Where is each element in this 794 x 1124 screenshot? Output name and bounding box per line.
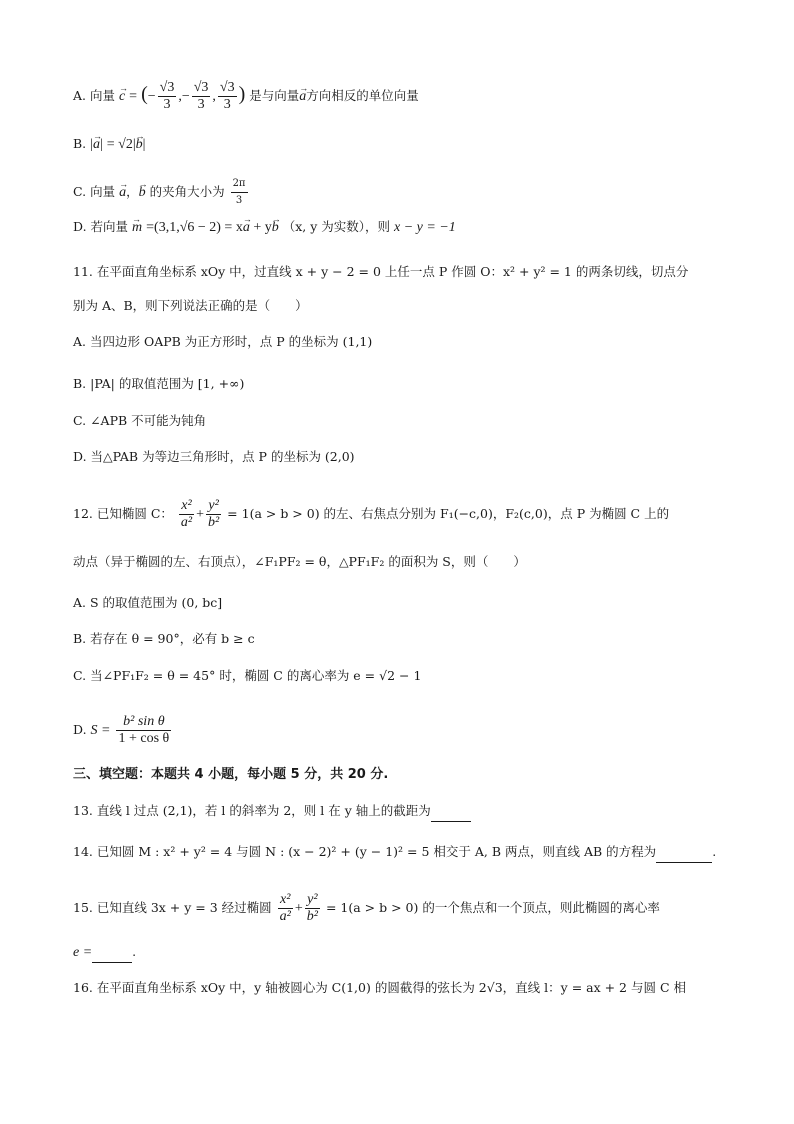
q15-line2: e = . [73,942,734,963]
q14: 14. 已知圆 M : x² + y² = 4 与圆 N : (x − 2)² + (y − 1)² = 5 相交于 A, B 两点，则直线 AB 的方程为 . [73,842,734,863]
q11-option-c: C. ∠APB 不可能为钝角 [73,413,207,428]
vector-c: → c [119,87,125,107]
q11-stem-line2: 别为 A、B，则下列说法正确的是（ ） [73,298,308,313]
q12-stem-line2: 动点（异于椭圆的左、右顶点），∠F₁PF₂ = θ，△PF₁F₂ 的面积为 S，则（ ） [73,554,526,569]
q16: 16. 在平面直角坐标系 xOy 中，y 轴被圆心为 C(1,0) 的圆截得的弦长为 2√3，直线 l：y = ax + 2 与圆 C 相 [73,980,686,995]
q11-option-b: B. |PA| 的取值范围为 [1, +∞) [73,376,245,391]
section-3-heading: 三、填空题：本题共 4 小题，每小题 5 分，共 20 分. [73,767,389,782]
q11-option-a: A. 当四边形 OAPB 为正方形时，点 P 的坐标为 (1,1) [73,334,373,349]
q13: 13. 直线 l 过点 (2,1)，若 l 的斜率为 2，则 l 在 y 轴上的截距为 [73,801,734,822]
answer-blank [92,942,132,963]
q15-line1: 15. 已知直线 3x + y = 3 经过椭圆 $\frac{\text{x²}}{\text{a²}}$ + $\frac{\text{y²}}{\text{b²}}$ = 1(a > b > 0) 的一个焦点和一个顶点，则此椭圆的离心率 [73,892,660,924]
q12-option-b: B. 若存在 θ = 90°，必有 b ≥ c [73,631,255,646]
q10-option-d: D. 若向量 → m =(3,1,√6 − 2) = x→ a + y→ b （x, y 为实数），则 x − y = −1 [73,217,734,238]
q10-option-c: C. 向量 → a，→ b 的夹角大小为 $\frac{2\pi}{3}$ [73,176,734,209]
q12-option-d: D. S = $\frac{\text{b² sin θ}}{\text{1 + cos θ}}$ [73,714,170,746]
q10-option-a: A. 向量 → c = (− $\frac{√3}{3}$ ,− $\frac{√3}{3}$ , $\frac{√3}{3}$ ) 是与向量→ a方向相反的单位向量 [73,80,734,113]
q12-option-a: A. S 的取值范围为 (0, bc] [73,595,223,610]
answer-blank [431,801,471,822]
q11-option-d: D. 当△PAB 为等边三角形时，点 P 的坐标为 (2,0) [73,449,355,464]
q11-stem-line1: 11. 在平面直角坐标系 xOy 中，过直线 x + y − 2 = 0 上任一点 P 作圆 O：x² + y² = 1 的两条切线，切点分 [73,264,689,279]
q10-option-b: B. |→ a| = √2|→ b| [73,134,734,155]
q12-stem-line1: 12. 已知椭圆 C： $\frac{\text{x²}}{\text{a²}}$ + $\frac{\text{y²}}{\text{b²}}$ = 1(a > b > 0) 的左、右焦点分别为 F₁(−c,0)，F₂(c,0)，点 P 为椭圆 C 上的 [73,498,670,530]
q12-option-c: C. 当∠PF₁F₂ = θ = 45° 时，椭圆 C 的离心率为 e = √2 − 1 [73,668,422,683]
answer-blank [656,842,712,863]
